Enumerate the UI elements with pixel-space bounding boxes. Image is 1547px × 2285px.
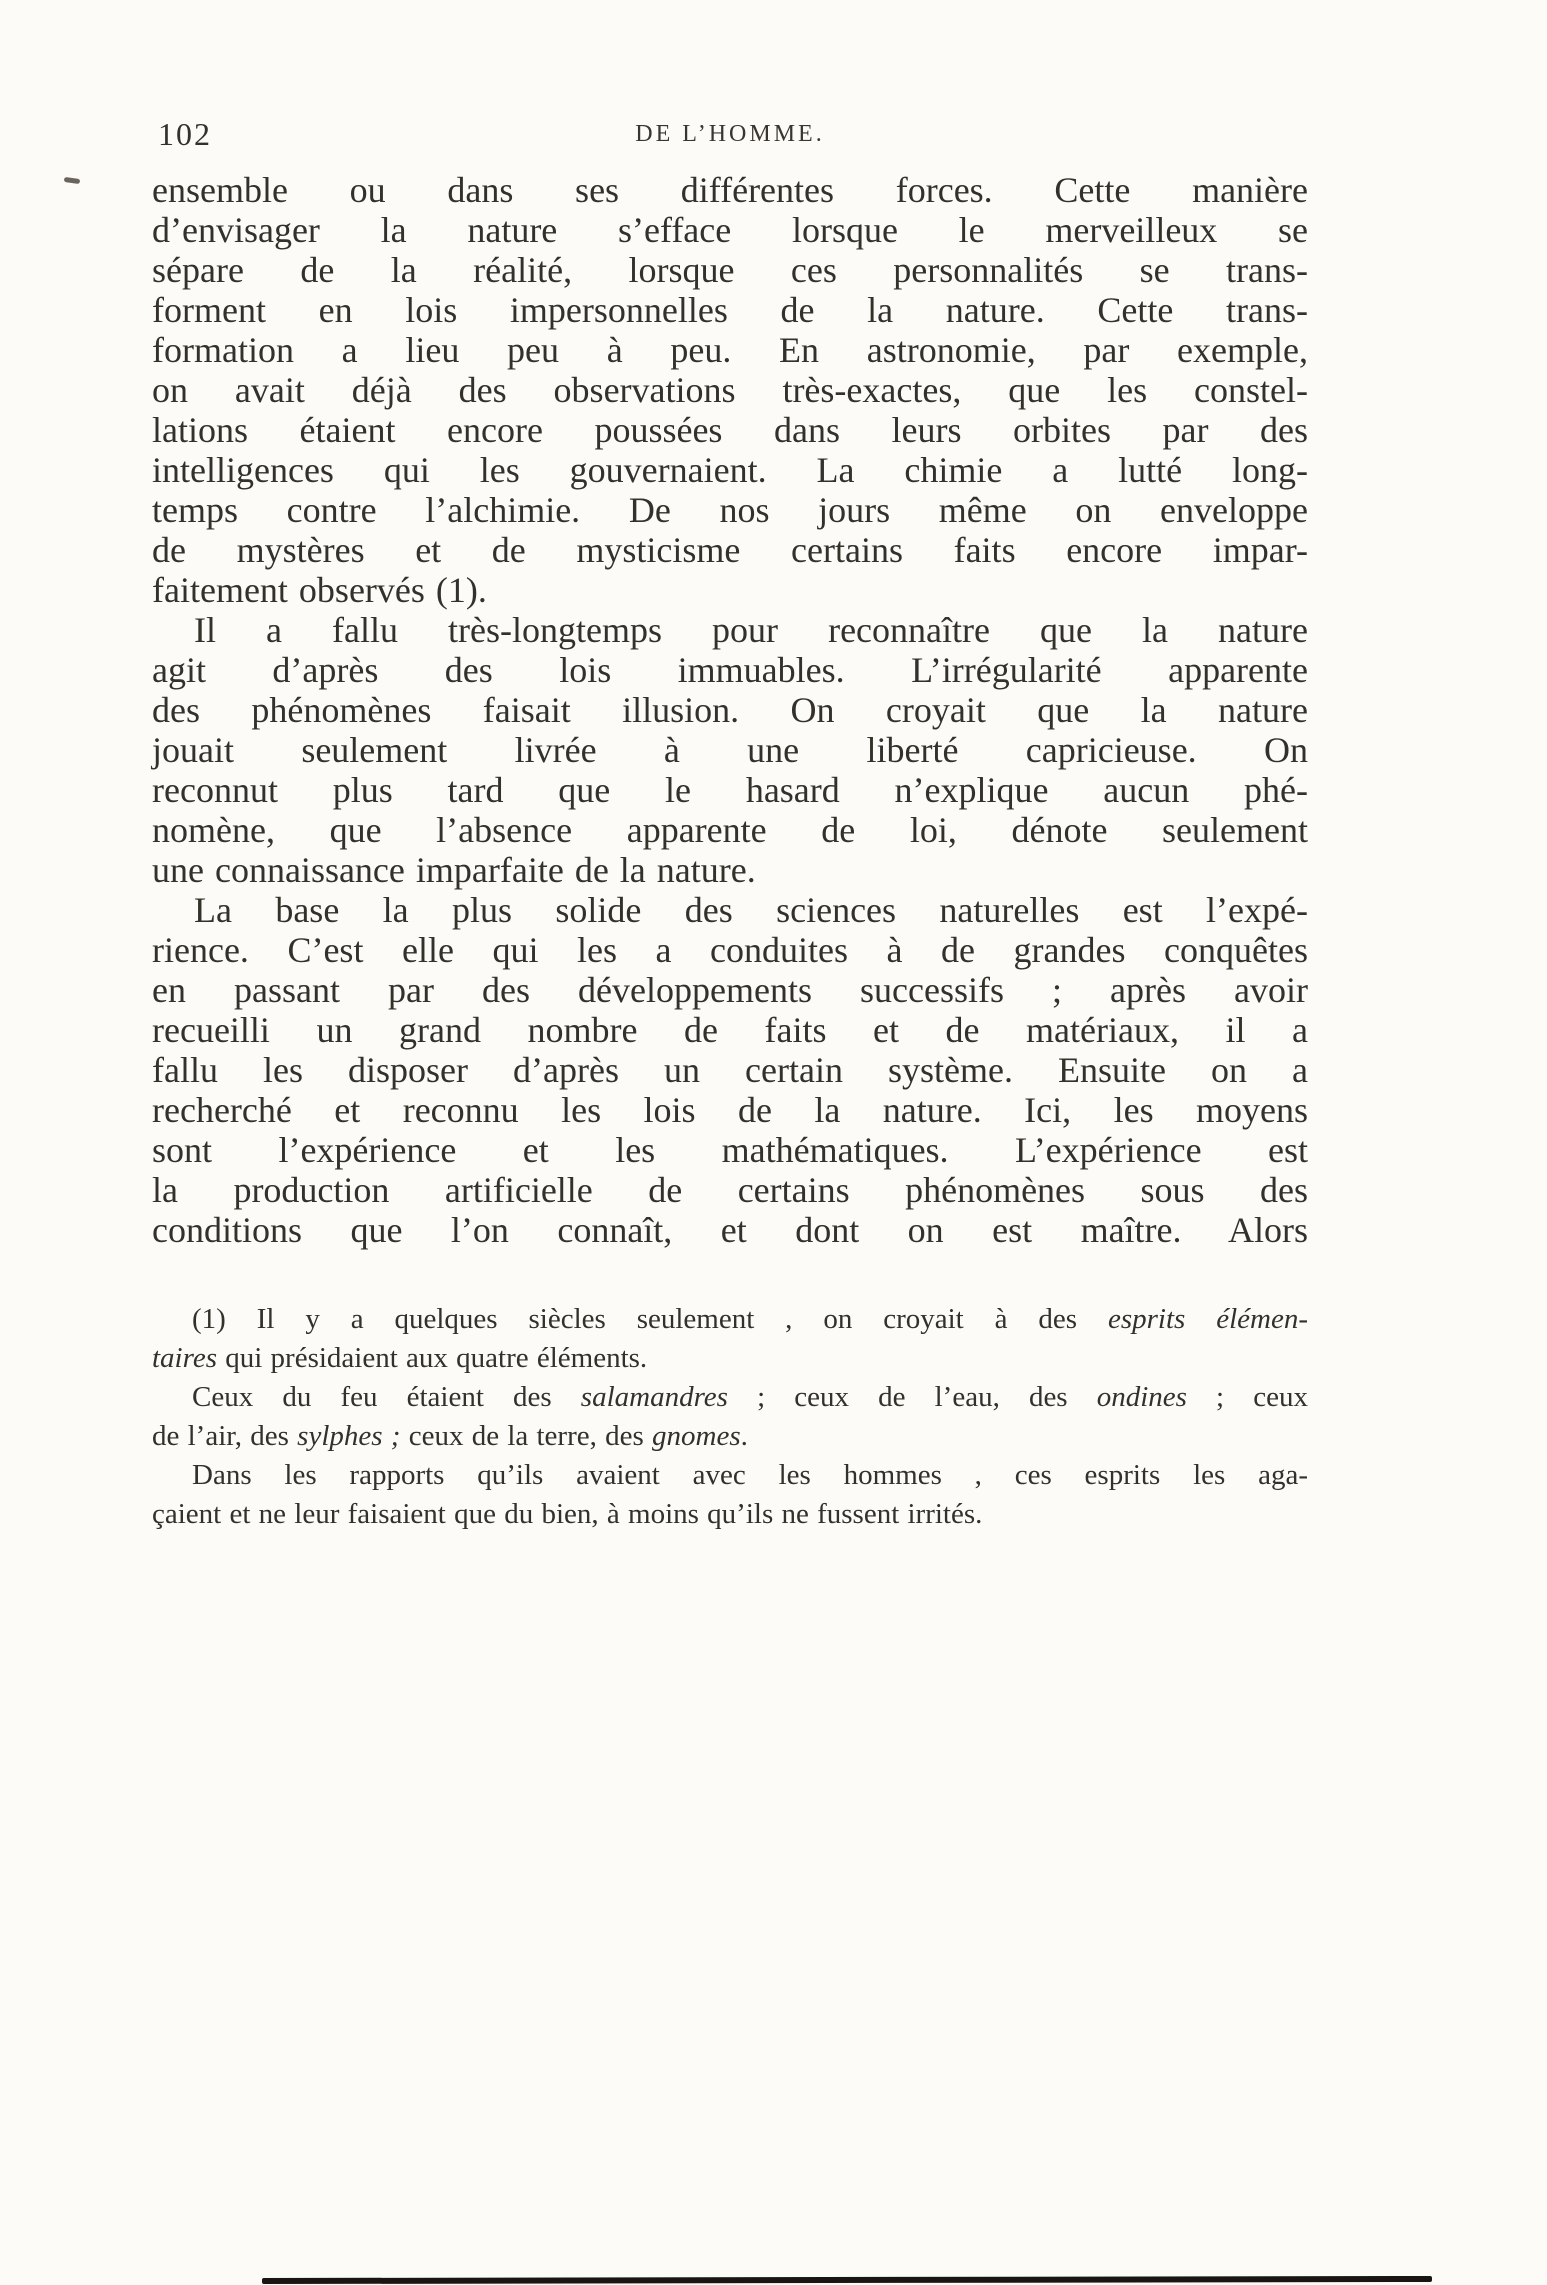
footnote-text: qui présidaient aux quatre éléments. xyxy=(216,1342,648,1374)
text-line: d’envisager la nature s’efface lorsque le merveilleux se xyxy=(152,210,1308,250)
footnote-italic-term: esprits élémen- xyxy=(1107,1303,1309,1335)
page-number: 102 xyxy=(158,116,212,152)
text-line: jouait seulement livrée à une liberté capricieuse. On xyxy=(152,730,1308,770)
text-line: une connaissance imparfaite de la nature. xyxy=(152,850,756,890)
text-line: recherché et reconnu les lois de la nature. Ici, les moyens xyxy=(152,1090,1308,1130)
text-line: lations étaient encore poussées dans leurs orbites par des xyxy=(152,410,1308,450)
text-line: formation a lieu peu à peu. En astronomie, par exemple, xyxy=(152,330,1308,370)
text-line: en passant par des développements successifs ; après avoir xyxy=(152,970,1308,1010)
text-line: sont l’expérience et les mathématiques. L’expérience est xyxy=(152,1130,1308,1170)
footnote-line xyxy=(152,1417,1308,1456)
footnote-italic-term: sylphes ; xyxy=(297,1420,401,1452)
text-line: agit d’après des lois immuables. L’irrégularité apparente xyxy=(152,650,1308,690)
text-line: faitement observés (1). xyxy=(152,570,487,610)
footnote-italic-term: gnomes xyxy=(652,1420,741,1452)
footnote-text: Ceux du feu étaient des xyxy=(192,1381,581,1413)
footnote-line xyxy=(152,1456,1308,1495)
text-line: rience. C’est elle qui les a conduites à de grandes conquêtes xyxy=(152,930,1308,970)
footnote-text: ceux de la terre, des xyxy=(400,1420,653,1452)
footnote-text: . xyxy=(740,1420,748,1452)
footnote-line xyxy=(152,1300,1308,1339)
text-line: recueilli un grand nombre de faits et de matériaux, il a xyxy=(152,1010,1308,1050)
text-line: La base la plus solide des sciences naturelles est l’expé- xyxy=(194,890,1308,930)
running-head: DE L’HOMME. xyxy=(635,121,825,147)
footnote-italic-term: taires xyxy=(152,1342,217,1374)
text-line: intelligences qui les gouvernaient. La chimie a lutté long- xyxy=(152,450,1308,490)
footnote-text: çaient et ne leur faisaient que du bien, à moins qu’ils ne fussent irrités. xyxy=(152,1498,983,1530)
footnote-text: (1) Il y a quelques siècles seulement , on croyait à des xyxy=(192,1303,1108,1335)
text-line: des phénomènes faisait illusion. On croyait que la nature xyxy=(152,690,1308,730)
text-line: conditions que l’on connaît, et dont on est maître. Alors xyxy=(152,1210,1308,1250)
footnote-text: de l’air, des xyxy=(152,1420,298,1452)
text-line: nomène, que l’absence apparente de loi, dénote seulement xyxy=(152,810,1308,850)
footnote-text: ; ceux de l’eau, des xyxy=(727,1381,1097,1413)
text-line: forment en lois impersonnelles de la nature. Cette trans- xyxy=(152,290,1308,330)
footnote-line xyxy=(152,1339,1308,1378)
footnote-italic-term: ondines xyxy=(1096,1381,1187,1413)
text-line: reconnut plus tard que le hasard n’explique aucun phé- xyxy=(152,770,1308,810)
text-line: on avait déjà des observations très-exactes, que les constel- xyxy=(152,370,1308,410)
text-line: sépare de la réalité, lorsque ces personnalités se trans- xyxy=(152,250,1308,290)
footnote xyxy=(152,1300,1308,1534)
footnote-text: ; ceux xyxy=(1186,1381,1308,1413)
page-header xyxy=(152,114,1308,158)
page-content xyxy=(152,114,1308,1534)
scan-artifact xyxy=(64,177,81,184)
text-line: temps contre l’alchimie. De nos jours même on enveloppe xyxy=(152,490,1308,530)
text-line: Il a fallu très-longtemps pour reconnaître que la nature xyxy=(194,610,1308,650)
footnote-text: Dans les rapports qu’ils avaient avec les hommes , ces esprits les aga- xyxy=(192,1459,1308,1491)
footnote-line xyxy=(152,1378,1308,1417)
footnote-italic-term: salamandres xyxy=(580,1381,728,1413)
text-line: ensemble ou dans ses différentes forces. Cette manière xyxy=(152,170,1308,210)
body-text xyxy=(152,170,1308,1250)
footnote-line xyxy=(152,1495,1308,1534)
text-line: la production artificielle de certains phénomènes sous des xyxy=(152,1170,1308,1210)
text-line: de mystères et de mysticisme certains faits encore impar- xyxy=(152,530,1308,570)
page-edge-line xyxy=(262,2276,1432,2284)
text-line: fallu les disposer d’après un certain système. Ensuite on a xyxy=(152,1050,1308,1090)
